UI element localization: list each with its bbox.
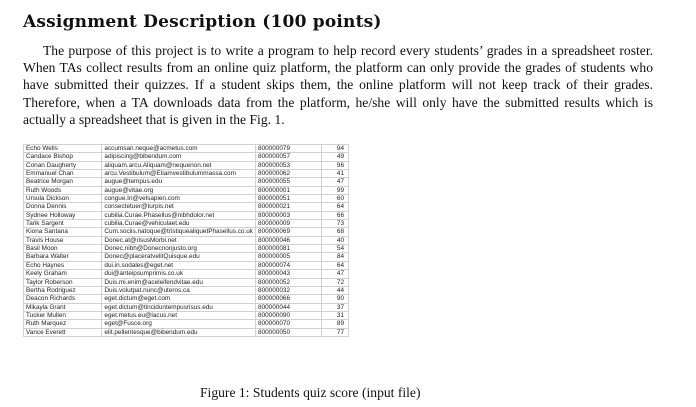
cell-email: Donec.at@risusMorbi.net xyxy=(102,236,256,244)
cell-student-name: Ruth Woods xyxy=(24,186,102,194)
cell-email: eget.dictum@tinciduntempusrisus.edu xyxy=(102,303,256,311)
cell-email: Donec@placeratvelitQuisque.edu xyxy=(102,253,256,261)
cell-student-id: 800000081 xyxy=(256,245,322,253)
cell-email: eget.dictum@eget.com xyxy=(102,295,256,303)
cell-student-name: Tarik Sargent xyxy=(24,220,102,228)
cell-student-name: Keely Graham xyxy=(24,270,102,278)
cell-email: Donec.nibh@Donecnonjusto.org xyxy=(102,245,256,253)
table-row xyxy=(24,236,349,244)
table-row xyxy=(24,253,349,261)
cell-student-name: Conan Daugherty xyxy=(24,161,102,169)
table-row xyxy=(24,328,349,336)
cell-student-id: 800000070 xyxy=(256,320,322,328)
cell-score: 37 xyxy=(322,303,349,311)
cell-score: 94 xyxy=(322,145,349,153)
cell-email: arcu.Vestibulum@Etiamvestibulummassa.com xyxy=(102,170,256,178)
cell-score: 64 xyxy=(322,261,349,269)
cell-student-id: 800000055 xyxy=(256,178,322,186)
cell-score: 44 xyxy=(322,286,349,294)
cell-score: 77 xyxy=(322,328,349,336)
cell-email: augue@tempus.edu xyxy=(102,178,256,186)
cell-score: 64 xyxy=(322,203,349,211)
cell-student-id: 800000043 xyxy=(256,270,322,278)
cell-student-name: Beatrice Morgan xyxy=(24,178,102,186)
cell-student-id: 800000053 xyxy=(256,161,322,169)
cell-email: Duis.volutpat.nunc@uteros.ca xyxy=(102,286,256,294)
spreadsheet-figure xyxy=(23,144,349,337)
cell-score: 72 xyxy=(322,278,349,286)
figure-caption: Figure 1: Students quiz score (input file) xyxy=(200,385,421,400)
table-row xyxy=(24,195,349,203)
table-row xyxy=(24,286,349,294)
cell-email: Cum.sociis.natoque@tristiquealiquetPhasellus.co.uk xyxy=(102,228,256,236)
cell-student-name: Candace Bishop xyxy=(24,153,102,161)
cell-email: consectetuer@turpis.net xyxy=(102,203,256,211)
table-row xyxy=(24,245,349,253)
cell-email: accumsan.neque@acmetus.com xyxy=(102,145,256,153)
description-paragraph: The purpose of this project is to write a program to help record every students’ grades in a spreadsheet roster. When TAs collect results from an online quiz platform, the platform can only provide the grades of students who have submitted their quizzes. If a student skips them, the online platform will not keep track of their grades. Therefore, when a TA downloads data from the platform, he/she will only have the submitted results which is actually a spreadsheet that is given in the Fig. 1. xyxy=(23,43,653,127)
cell-email: congue.In@velsapien.com xyxy=(102,195,256,203)
cell-score: 47 xyxy=(322,270,349,278)
cell-student-id: 800000001 xyxy=(256,186,322,194)
table-row xyxy=(24,220,349,228)
cell-student-id: 800000050 xyxy=(256,328,322,336)
cell-student-name: Kiona Santana xyxy=(24,228,102,236)
cell-student-id: 800000032 xyxy=(256,286,322,294)
table-row xyxy=(24,270,349,278)
cell-student-id: 800000069 xyxy=(256,228,322,236)
cell-student-name: Bertha Rodriguez xyxy=(24,286,102,294)
table-row xyxy=(24,178,349,186)
cell-student-id: 800000051 xyxy=(256,195,322,203)
cell-score: 66 xyxy=(322,211,349,219)
table-row xyxy=(24,278,349,286)
cell-student-name: Taylor Roberson xyxy=(24,278,102,286)
section-heading: Assignment Description (100 points) xyxy=(23,12,382,32)
cell-score: 89 xyxy=(322,320,349,328)
cell-student-name: Vance Everett xyxy=(24,328,102,336)
table-row xyxy=(24,145,349,153)
cell-student-id: 800000066 xyxy=(256,295,322,303)
cell-student-name: Ruth Marquez xyxy=(24,320,102,328)
cell-student-id: 800000046 xyxy=(256,236,322,244)
table-row xyxy=(24,228,349,236)
cell-student-id: 800000079 xyxy=(256,145,322,153)
cell-student-id: 800000090 xyxy=(256,311,322,319)
cell-student-name: Echo Wells xyxy=(24,145,102,153)
cell-email: cubilia.Curae.Phasellus@nibhdolor.net xyxy=(102,211,256,219)
table-row xyxy=(24,320,349,328)
cell-score: 68 xyxy=(322,228,349,236)
cell-student-id: 800000062 xyxy=(256,170,322,178)
cell-email: dui.in.sodales@eget.net xyxy=(102,261,256,269)
table-row xyxy=(24,203,349,211)
cell-email: aliquam.arcu.Aliquam@nequenon.net xyxy=(102,161,256,169)
cell-score: 73 xyxy=(322,220,349,228)
cell-student-id: 800000021 xyxy=(256,203,322,211)
cell-score: 84 xyxy=(322,253,349,261)
cell-student-id: 800000052 xyxy=(256,278,322,286)
cell-email: eget.metus.eu@lacus.net xyxy=(102,311,256,319)
table-row xyxy=(24,153,349,161)
table-row xyxy=(24,303,349,311)
cell-score: 41 xyxy=(322,170,349,178)
cell-score: 31 xyxy=(322,311,349,319)
cell-student-id: 800000044 xyxy=(256,303,322,311)
cell-student-name: Sydnee Holloway xyxy=(24,211,102,219)
table-row xyxy=(24,211,349,219)
cell-score: 49 xyxy=(322,153,349,161)
cell-student-id: 800000057 xyxy=(256,153,322,161)
cell-email: Duis.mi.enim@aceleifendvitae.edu xyxy=(102,278,256,286)
cell-student-name: Emmanuel Chan xyxy=(24,170,102,178)
cell-student-name: Basil Moon xyxy=(24,245,102,253)
cell-score: 40 xyxy=(322,236,349,244)
cell-score: 99 xyxy=(322,186,349,194)
cell-email: dui@anteipsumprimis.co.uk xyxy=(102,270,256,278)
cell-student-name: Tucker Mullen xyxy=(24,311,102,319)
table-row xyxy=(24,295,349,303)
cell-student-id: 800000005 xyxy=(256,253,322,261)
cell-score: 96 xyxy=(322,161,349,169)
cell-student-id: 800000074 xyxy=(256,261,322,269)
cell-student-name: Donna Dennis xyxy=(24,203,102,211)
cell-student-name: Deacon Richards xyxy=(24,295,102,303)
table-row xyxy=(24,161,349,169)
cell-student-name: Ursula Dickson xyxy=(24,195,102,203)
cell-email: elit.pellentesque@bibendum.edu xyxy=(102,328,256,336)
cell-email: eget@Fusce.org xyxy=(102,320,256,328)
cell-email: augue@vitae.org xyxy=(102,186,256,194)
cell-student-name: Travis House xyxy=(24,236,102,244)
cell-student-name: Echo Haynes xyxy=(24,261,102,269)
cell-email: cubilia.Curae@vehiculaet.edu xyxy=(102,220,256,228)
table-row xyxy=(24,170,349,178)
cell-email: adipiscing@bibendum.com xyxy=(102,153,256,161)
cell-score: 90 xyxy=(322,295,349,303)
table-row xyxy=(24,261,349,269)
cell-student-id: 800000009 xyxy=(256,220,322,228)
table-row xyxy=(24,311,349,319)
cell-student-id: 800000003 xyxy=(256,211,322,219)
cell-score: 47 xyxy=(322,178,349,186)
cell-student-name: Mikayla Grant xyxy=(24,303,102,311)
cell-score: 54 xyxy=(322,245,349,253)
cell-score: 60 xyxy=(322,195,349,203)
table-row xyxy=(24,186,349,194)
cell-student-name: Barbara Walter xyxy=(24,253,102,261)
